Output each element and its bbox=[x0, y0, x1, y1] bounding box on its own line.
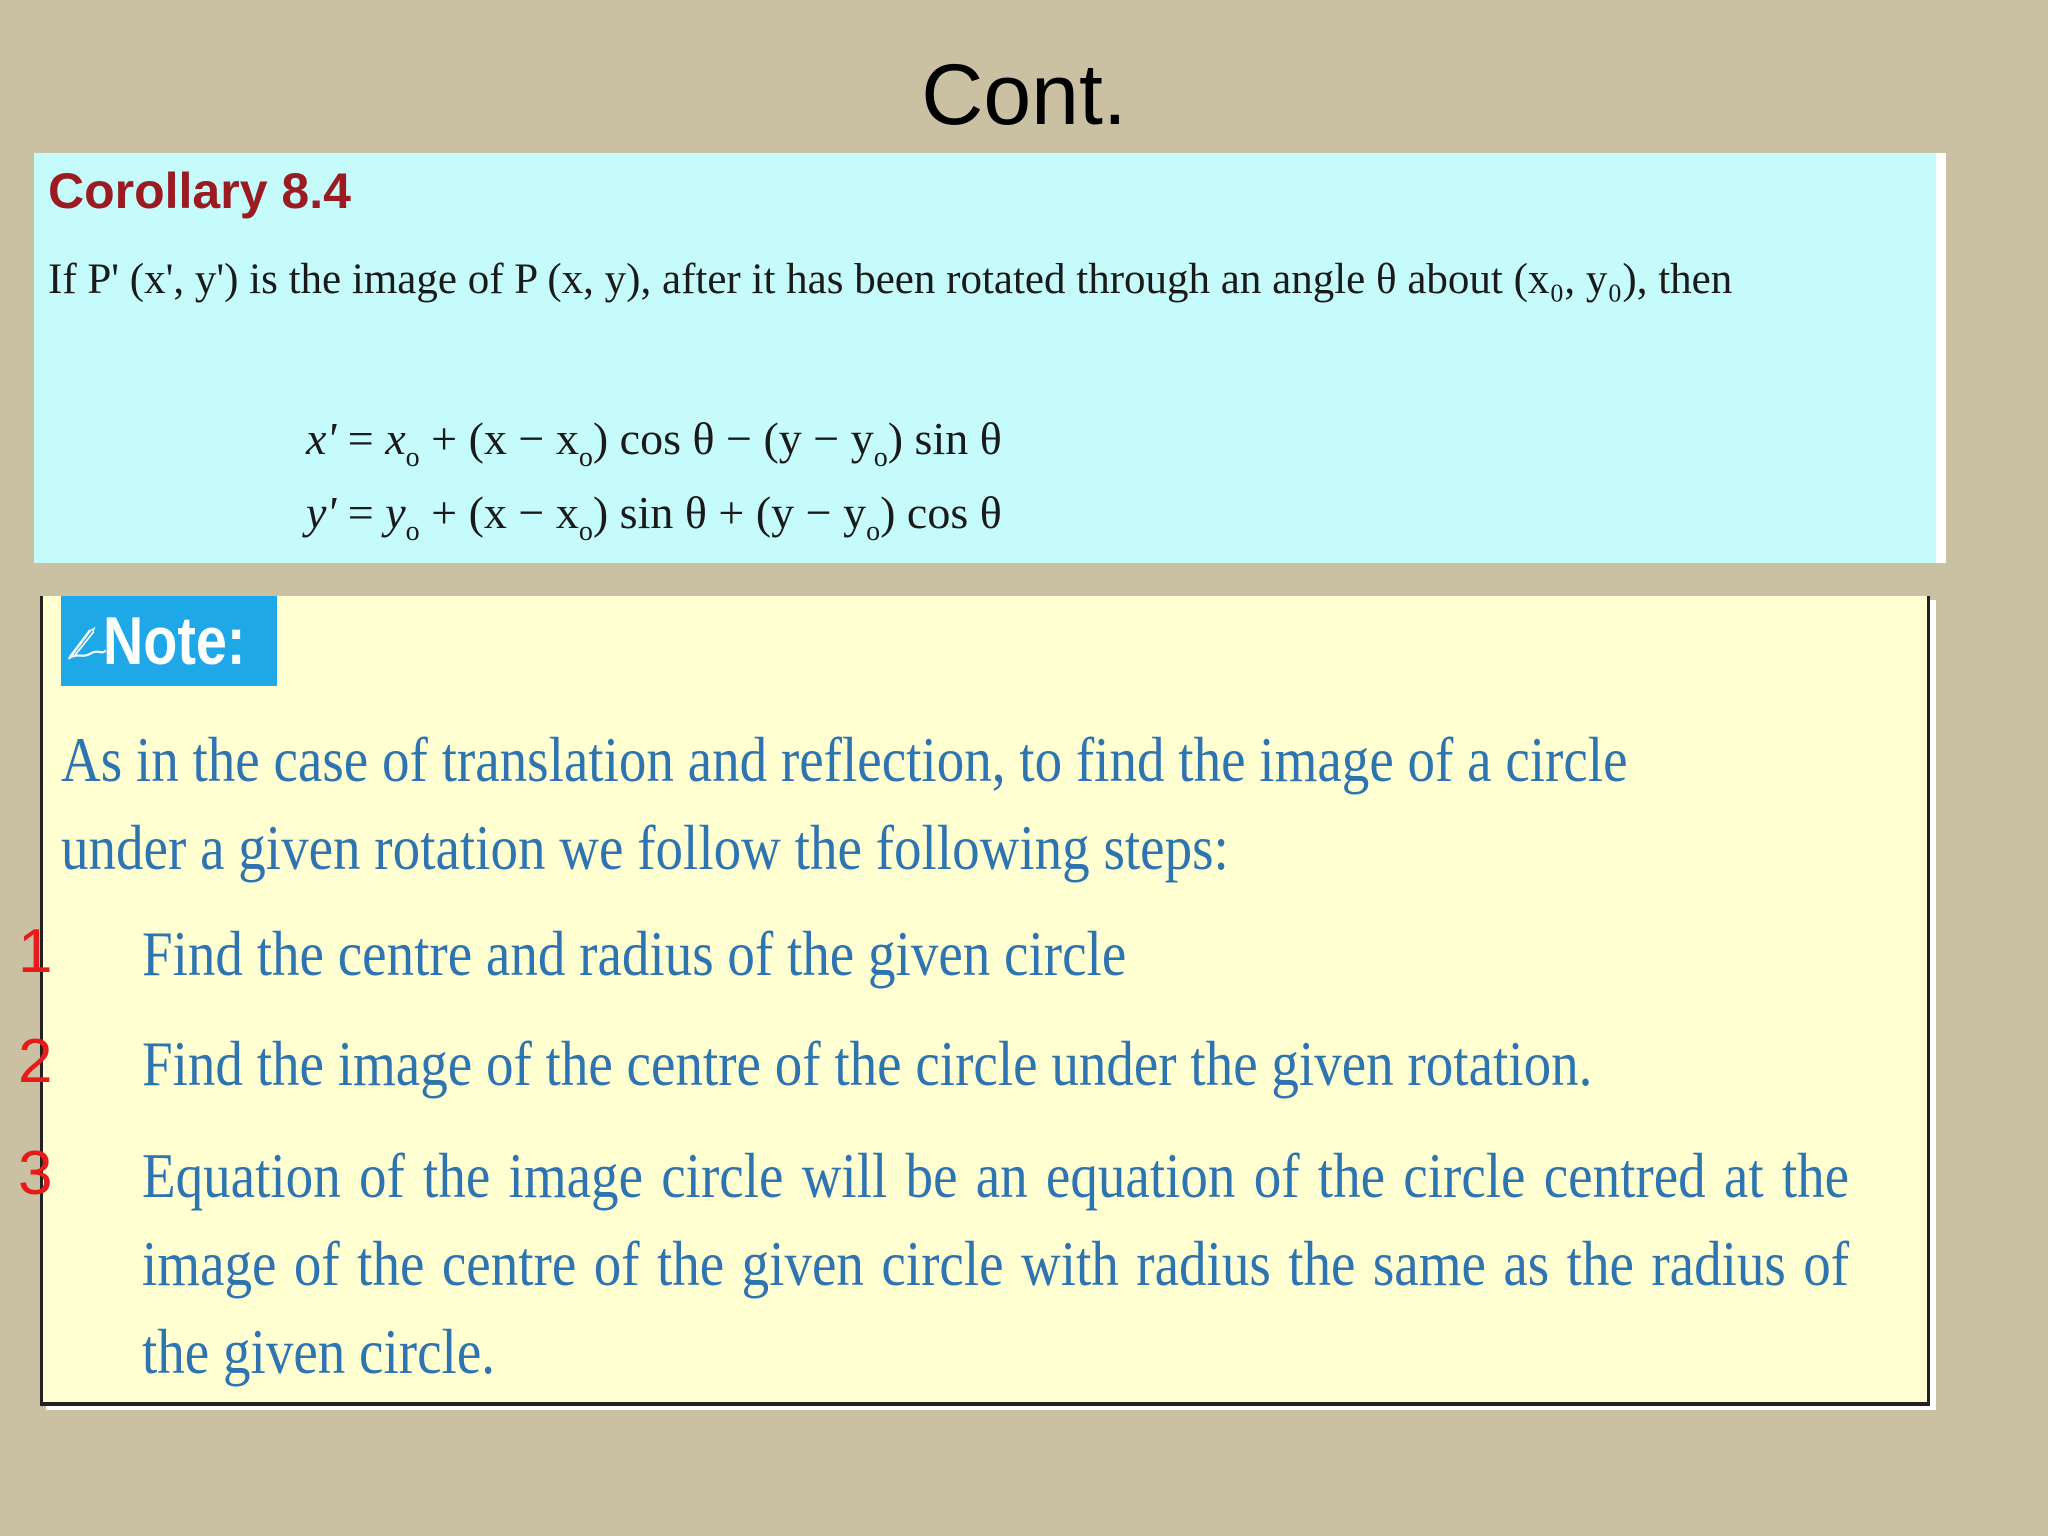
corollary-box bbox=[34, 153, 1946, 563]
equation-lhs: y' bbox=[306, 487, 337, 538]
note-label: Note: bbox=[103, 603, 246, 679]
step-number: 3 bbox=[18, 1139, 53, 1208]
note-intro: As in the case of translation and reflection, to find the image of a circle under a given rotation we follow the following steps: bbox=[61, 724, 1628, 883]
step-text: Equation of the image circle will be an equation of the circle centred at the image of the centre of the given circle with radius the same as the radius of the given circle. bbox=[142, 1140, 1850, 1387]
note-tag bbox=[61, 596, 277, 686]
corollary-heading: Corollary 8.4 bbox=[48, 163, 351, 219]
step-number: 2 bbox=[18, 1027, 53, 1096]
pencil-writing-icon bbox=[65, 616, 107, 666]
equation-y-prime: $y' = y_o + (x - x_o)$ $\sin \theta + (y - y_o)$ cos θ bbox=[306, 487, 1002, 547]
step-text: Find the centre and radius of the given circle bbox=[142, 918, 1127, 989]
equation-x-prime: $x' = x_o + (x - x_o)$ $\cos \theta - (y - y_o)$ sin θ bbox=[306, 413, 1002, 473]
step-number: 1 bbox=[18, 917, 53, 986]
step-text: Find the image of the centre of the circle under the given rotation. bbox=[142, 1028, 1593, 1099]
slide-title: Cont. bbox=[921, 47, 1127, 143]
equation-lhs: x' bbox=[306, 413, 337, 464]
corollary-statement: If P' (x', y') is the image of P (x, y), after it has been rotated through an angle θ about (x₀, y₀), then bbox=[48, 256, 1733, 303]
